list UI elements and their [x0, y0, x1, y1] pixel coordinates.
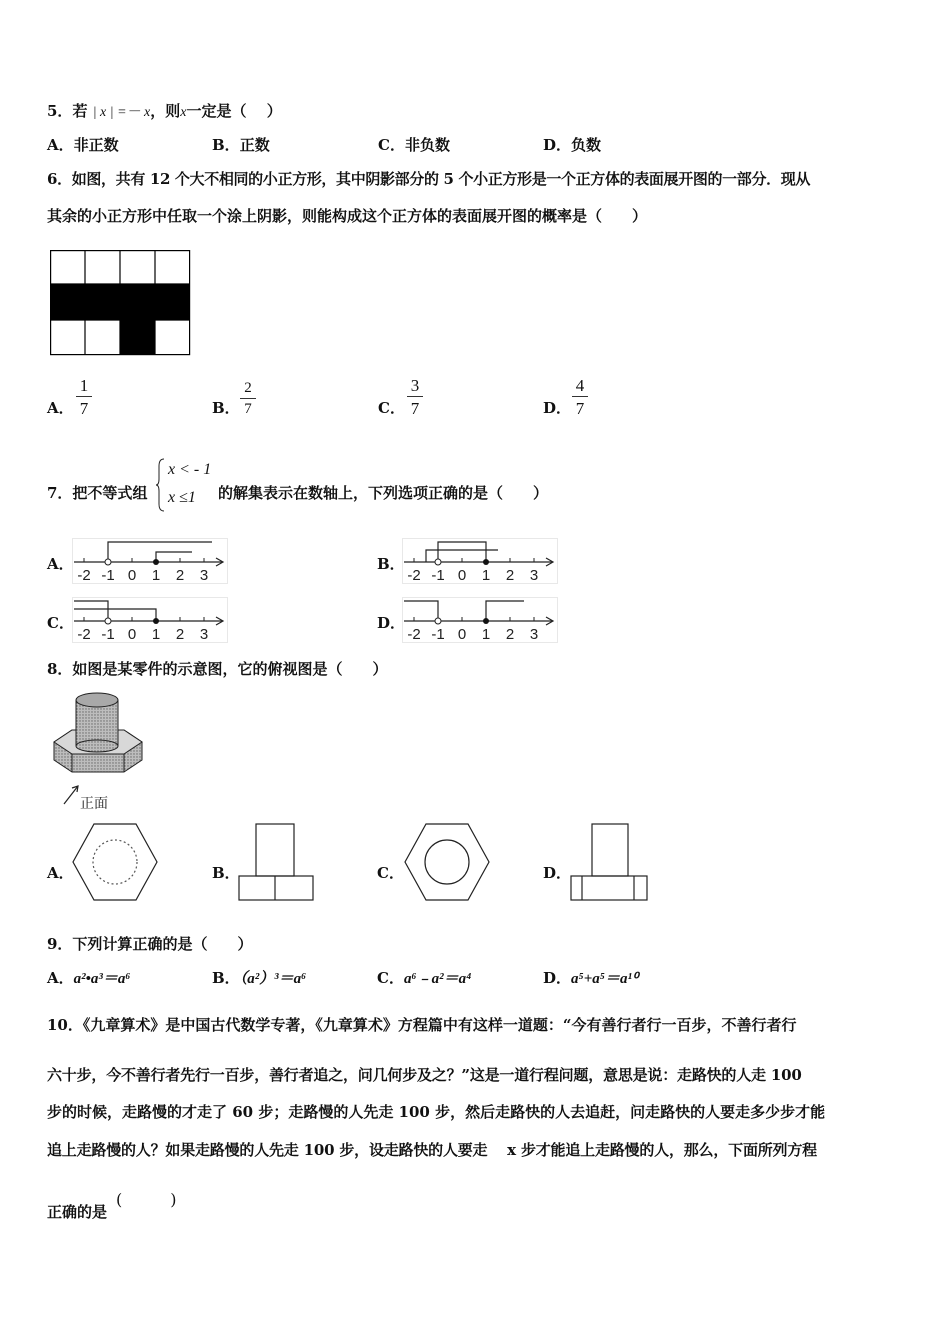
q10-line4: 追上走路慢的人？如果走路慢的人先走 100 步，设走路快的人要走 x 步才能追上走路慢的人，那么，下面所列方程: [47, 1141, 817, 1159]
q5-option-c: C．非负数: [378, 136, 450, 154]
q9-option-c: C．a⁶﹣a²＝a⁴: [377, 969, 472, 987]
q7-option-a-key: A．: [47, 555, 74, 573]
q5-stem: 5．若 | x | =－ x，则x一定是（ ）: [47, 102, 282, 120]
q6-option-d: D．: [543, 399, 572, 417]
q8-option-d-key: D．: [543, 864, 572, 882]
q9-option-a: A．a²•a³＝a⁶: [47, 969, 131, 987]
axis-tick-label: 0: [457, 626, 467, 643]
q9-option-d: D．a⁵+a⁵＝a¹⁰: [543, 969, 639, 987]
q6-option-a: A．: [47, 399, 74, 417]
q6-option-c: C．: [378, 399, 405, 417]
q7-stem-pre: 7．把不等式组: [47, 484, 148, 502]
axis-tick-label: -2: [77, 626, 91, 643]
q7-option-c-number-line: [72, 597, 228, 643]
axis-tick-label: -1: [431, 626, 445, 643]
book-title: 《九章算术》: [82, 1016, 166, 1034]
front-label: 正面: [80, 796, 108, 812]
q6-option-a-fraction: $\frac{1}{7}$: [76, 377, 92, 417]
q10-line5: 正确的是: [47, 1203, 108, 1221]
axis-tick-label: -1: [431, 567, 445, 584]
axis-tick-label: 1: [151, 567, 161, 584]
q10-answer-paren: ( ): [116, 1190, 177, 1209]
q7-stem-post: 的解集表示在数轴上，下列选项正确的是（ ）: [218, 484, 549, 502]
axis-tick-label: 0: [127, 626, 137, 643]
q7-option-d-number-line: [402, 597, 558, 643]
q10-line3: 步的时候，走路慢的才走了 60 步；走路慢的人先走 100 步，然后走路快的人去追赶，问走路快的人要走多少步才能: [47, 1103, 826, 1121]
q10-line1: 10．《九章算术》是中国古代数学专著，《九章算术》方程篇中有这样一道题：“今有善行者行一百步，不善行者行: [47, 1016, 797, 1034]
q8-option-d-figure: [568, 822, 650, 902]
q8-option-c-figure: [402, 822, 492, 902]
axis-tick-label: 2: [505, 626, 515, 643]
q7-option-a-number-line: [72, 538, 228, 584]
axis-tick-label: -1: [101, 567, 115, 584]
q8-option-c-key: C．: [377, 864, 404, 882]
axis-tick-label: 2: [175, 567, 185, 584]
q5-option-b: B．正数: [212, 136, 270, 154]
axis-tick-label: 3: [529, 626, 539, 643]
q9-option-b: B．（a²）³＝a⁶: [212, 969, 307, 987]
axis-tick-label: 1: [151, 626, 161, 643]
axis-tick-label: 0: [457, 567, 467, 584]
q5-option-d: D．负数: [543, 136, 602, 154]
q8-option-a-key: A．: [47, 864, 74, 882]
q7-option-c-key: C．: [47, 614, 74, 632]
axis-tick-label: 2: [505, 567, 515, 584]
q8-option-a-figure: [70, 822, 160, 902]
axis-tick-label: 3: [199, 626, 209, 643]
q6-option-d-fraction: $\frac{4}{7}$: [572, 377, 588, 417]
axis-tick-label: 3: [199, 567, 209, 584]
q6-stem-line1: 6．如图，共有 12 个大不相同的小正方形，其中阴影部分的 5 个小正方形是一个正方体的表面展开图的一部分．现从: [47, 170, 811, 188]
q8-stem: 8．如图是某零件的示意图，它的俯视图是（ ）: [47, 660, 388, 678]
q8-option-b-key: B．: [212, 864, 240, 882]
axis-tick-label: -1: [101, 626, 115, 643]
axis-tick-label: -2: [77, 567, 91, 584]
q6-stem-line2: 其余的小正方形中任取一个涂上阴影，则能构成这个正方体的表面展开图的概率是（ ）: [47, 207, 648, 225]
q6-option-b: B．: [212, 399, 240, 417]
axis-tick-label: 1: [481, 626, 491, 643]
q7-option-b-number-line: [402, 538, 558, 584]
axis-tick-label: 2: [175, 626, 185, 643]
axis-tick-label: 3: [529, 567, 539, 584]
q8-option-b-figure: [236, 822, 316, 902]
q7-option-b-key: B．: [377, 555, 405, 573]
axis-tick-label: 0: [127, 567, 137, 584]
q10-line2: 六十步，今不善行者先行一百步，善行者追之，问几何步及之？”这是一道行程问题，意思是说：走路快的人走 100: [47, 1066, 802, 1084]
q9-stem: 9．下列计算正确的是（ ）: [47, 935, 253, 953]
q7-inequality-1: x < - 1: [168, 461, 212, 478]
q7-inequality-2: x ≤1: [168, 489, 196, 506]
q5-option-a: A．非正数: [47, 136, 119, 154]
axis-tick-label: -2: [407, 626, 421, 643]
q8-part-3d-figure: [46, 690, 146, 814]
q5-abs-expr: | x | =－ x: [92, 105, 151, 120]
axis-tick-label: 1: [481, 567, 491, 584]
book-title: 《九章算术》: [315, 1016, 398, 1034]
q6-option-c-fraction: $\frac{3}{7}$: [407, 377, 423, 417]
axis-tick-label: -2: [407, 567, 421, 584]
q7-option-d-key: D．: [377, 614, 406, 632]
q7-brace: [156, 458, 166, 512]
q6-option-b-fraction: $\frac{2}{7}$: [240, 381, 256, 417]
q6-grid-figure: [50, 250, 192, 356]
